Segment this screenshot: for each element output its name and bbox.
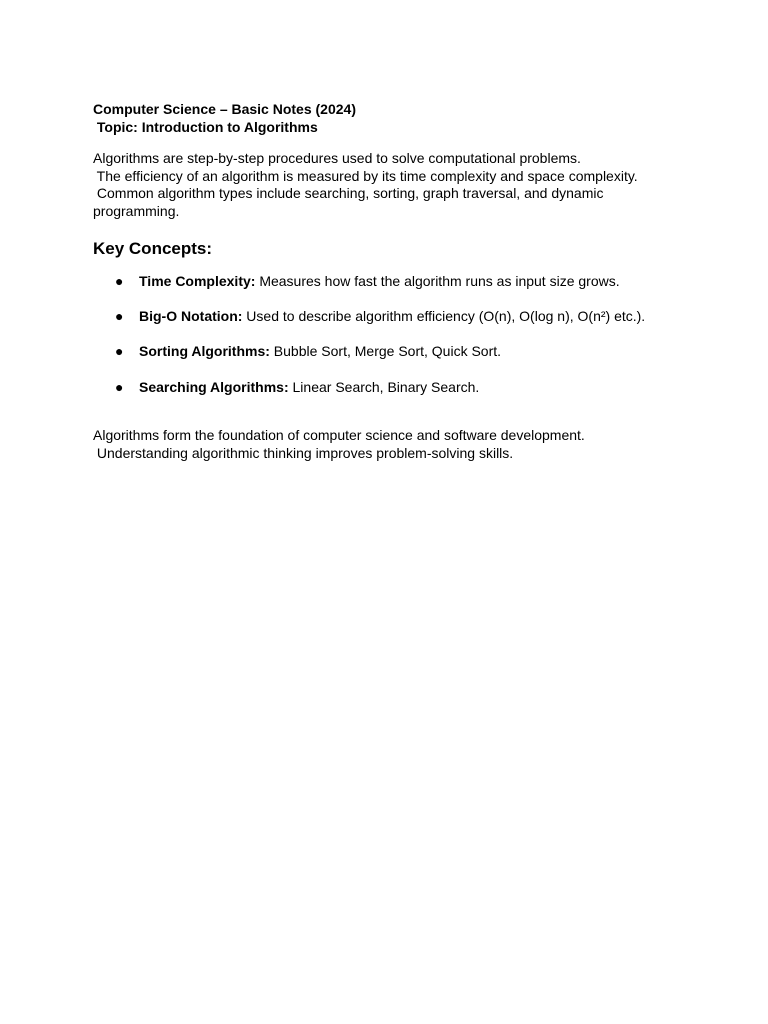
- document-title: Computer Science – Basic Notes (2024): [93, 101, 356, 117]
- concept-description: Bubble Sort, Merge Sort, Quick Sort.: [269, 343, 502, 360]
- closing-line: Understanding algorithmic thinking improves problem-solving skills.: [93, 444, 514, 461]
- list-item: [93, 379, 693, 397]
- concept-description: Used to describe algorithm efficiency (O(n), O(log n), O(n²) etc.).: [242, 307, 646, 324]
- key-concepts-heading: Key Concepts:: [93, 238, 213, 258]
- list-item: [93, 273, 693, 291]
- concept-term: Big-O Notation:: [139, 307, 243, 324]
- key-concepts-list: [93, 273, 693, 397]
- concept-description: Measures how fast the algorithm runs as input size grows.: [255, 272, 620, 289]
- list-item: [93, 308, 693, 326]
- bullet-icon: ●: [115, 343, 124, 360]
- closing-line: Algorithms form the foundation of computer science and software development.: [93, 427, 585, 444]
- concept-term: Searching Algorithms:: [139, 378, 289, 395]
- document-page: [93, 101, 693, 463]
- bullet-icon: ●: [115, 378, 124, 395]
- intro-line: Algorithms are step-by-step procedures used to solve computational problems.: [93, 150, 581, 167]
- bullet-icon: ●: [115, 307, 124, 324]
- intro-line: programming.: [93, 202, 180, 219]
- document-topic: Topic: Introduction to Algorithms: [93, 118, 318, 135]
- list-item: [93, 343, 693, 361]
- intro-line: The efficiency of an algorithm is measured by its time complexity and space complexity.: [93, 167, 638, 184]
- concept-term: Sorting Algorithms:: [139, 343, 270, 360]
- intro-paragraph: [93, 150, 693, 220]
- bullet-icon: ●: [115, 272, 124, 289]
- concept-term: Time Complexity:: [139, 272, 256, 289]
- closing-paragraph: [93, 427, 693, 462]
- concept-description: Linear Search, Binary Search.: [288, 378, 480, 395]
- intro-line: Common algorithm types include searching, sorting, graph traversal, and dynamic: [93, 185, 604, 202]
